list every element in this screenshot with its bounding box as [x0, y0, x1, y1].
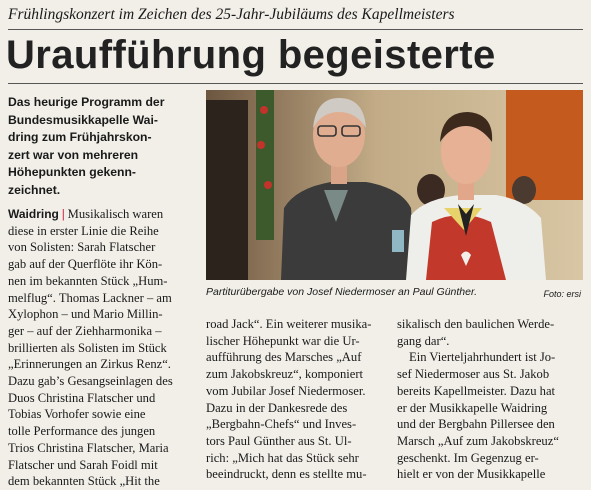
body-line: rich: „Mich hat das Stück sehr	[206, 450, 359, 465]
body-line: sikalisch den baulichen Werde-	[397, 317, 555, 331]
body-line: zum Jakobskreuz“, komponiert	[206, 367, 364, 382]
body-line: von Solisten: Sarah Flatscher	[8, 240, 156, 255]
body-line: melflug“. Thomas Lackner – am	[8, 290, 172, 305]
body-line: gab auf der Querflöte ihr Kön-	[8, 257, 163, 272]
body-line: Tobias Vorhofer sowie eine	[8, 407, 146, 422]
body-line: lischer Höhepunkt war die Ur-	[206, 333, 360, 348]
body-column-3	[397, 316, 580, 483]
body-column-1	[8, 206, 198, 490]
body-line: vom Jubilar Josef Niedermoser.	[206, 383, 366, 398]
lead-line: zert war von mehreren	[8, 147, 139, 162]
body-line: dem bekannten Stück „Hit the	[8, 474, 160, 489]
body-line: bereits Kapellmeister. Dazu hat	[397, 383, 556, 398]
photo-credit: Foto: ersi	[543, 289, 581, 299]
first-line	[8, 206, 198, 223]
body-line: road Jack“. Ein weiterer musika-	[206, 317, 372, 331]
body-column-2	[206, 316, 386, 483]
body-line: tolle Performance des jungen	[8, 424, 156, 439]
lead-line: dring zum Frühjahrskon-	[8, 130, 152, 144]
body-line: beeindruckt, denn es stellte mu-	[206, 467, 367, 482]
body-line: Flatscher und Sarah Foidl mit	[8, 457, 158, 472]
body-line: gang dar“.	[397, 333, 450, 348]
body-line: Marsch „Auf zum Jakobskreuz“	[397, 433, 559, 448]
article-photo	[206, 90, 583, 280]
body-line: brillierten als Solisten im Stück	[8, 340, 167, 355]
body-line: Dazu gab’s Gesangseinlagen des	[8, 374, 173, 389]
body-line: hielt er von der Musikkapelle	[397, 467, 546, 482]
headline-rule	[8, 83, 583, 84]
body-line: Trios Christina Flatscher, Maria	[8, 440, 169, 455]
lead-line: Höhepunkten gekenn-	[8, 165, 136, 179]
lead-line: Bundesmusikkapelle Wai-	[8, 112, 158, 127]
body-line: Xylophon – und Mario Millin-	[8, 307, 163, 322]
lead-line: Das heurige Programm der	[8, 95, 165, 109]
body-line: aufführung des Marsches „Auf	[206, 350, 362, 365]
body-line: Dazu in der Dankesrede des	[206, 400, 348, 415]
body-line: ger – auf der Ziehharmonika –	[8, 323, 162, 338]
body-line: nen im bekannten Stück „Hum-	[8, 273, 168, 288]
photo-caption	[206, 285, 583, 299]
article-lead	[8, 94, 198, 199]
body-line: tors Paul Günther aus St. Ul-	[206, 433, 352, 448]
body-line: Duos Christina Flatscher und	[8, 390, 156, 405]
lead-line: zeichnet.	[8, 182, 61, 197]
body-line: er der Musikkapelle Waidring	[397, 400, 548, 415]
body-line: sef Niedermoser aus St. Jakob	[397, 367, 550, 382]
article-kicker: Frühlingskonzert im Zeichen des 25-Jahr-Jubiläums des Kapellmeisters	[8, 6, 455, 23]
body-line: „Bergbahn-Chefs“ und Inves-	[206, 417, 357, 432]
body-line: geschenkt. Im Gegenzug er-	[397, 450, 539, 465]
body-line: „Erinnerungen an Zirkus Renz“.	[8, 357, 171, 372]
dateline: Waidring	[8, 207, 59, 221]
kicker-rule	[8, 29, 583, 30]
body-line: und der Bergbahn Pillersee den	[397, 417, 555, 432]
dateline-separator: |	[61, 207, 65, 221]
first-line-text: Musikalisch waren	[67, 207, 164, 221]
caption-text: Partiturübergabe von Josef Niedermoser an Paul Günther.	[206, 286, 478, 298]
photo-illustration	[206, 90, 583, 280]
article-headline: Uraufführung begeisterte	[6, 33, 496, 77]
body-line: Ein Vierteljahrhundert ist Jo-	[409, 350, 556, 365]
body-line: diese in erster Linie die Reihe	[8, 223, 159, 238]
